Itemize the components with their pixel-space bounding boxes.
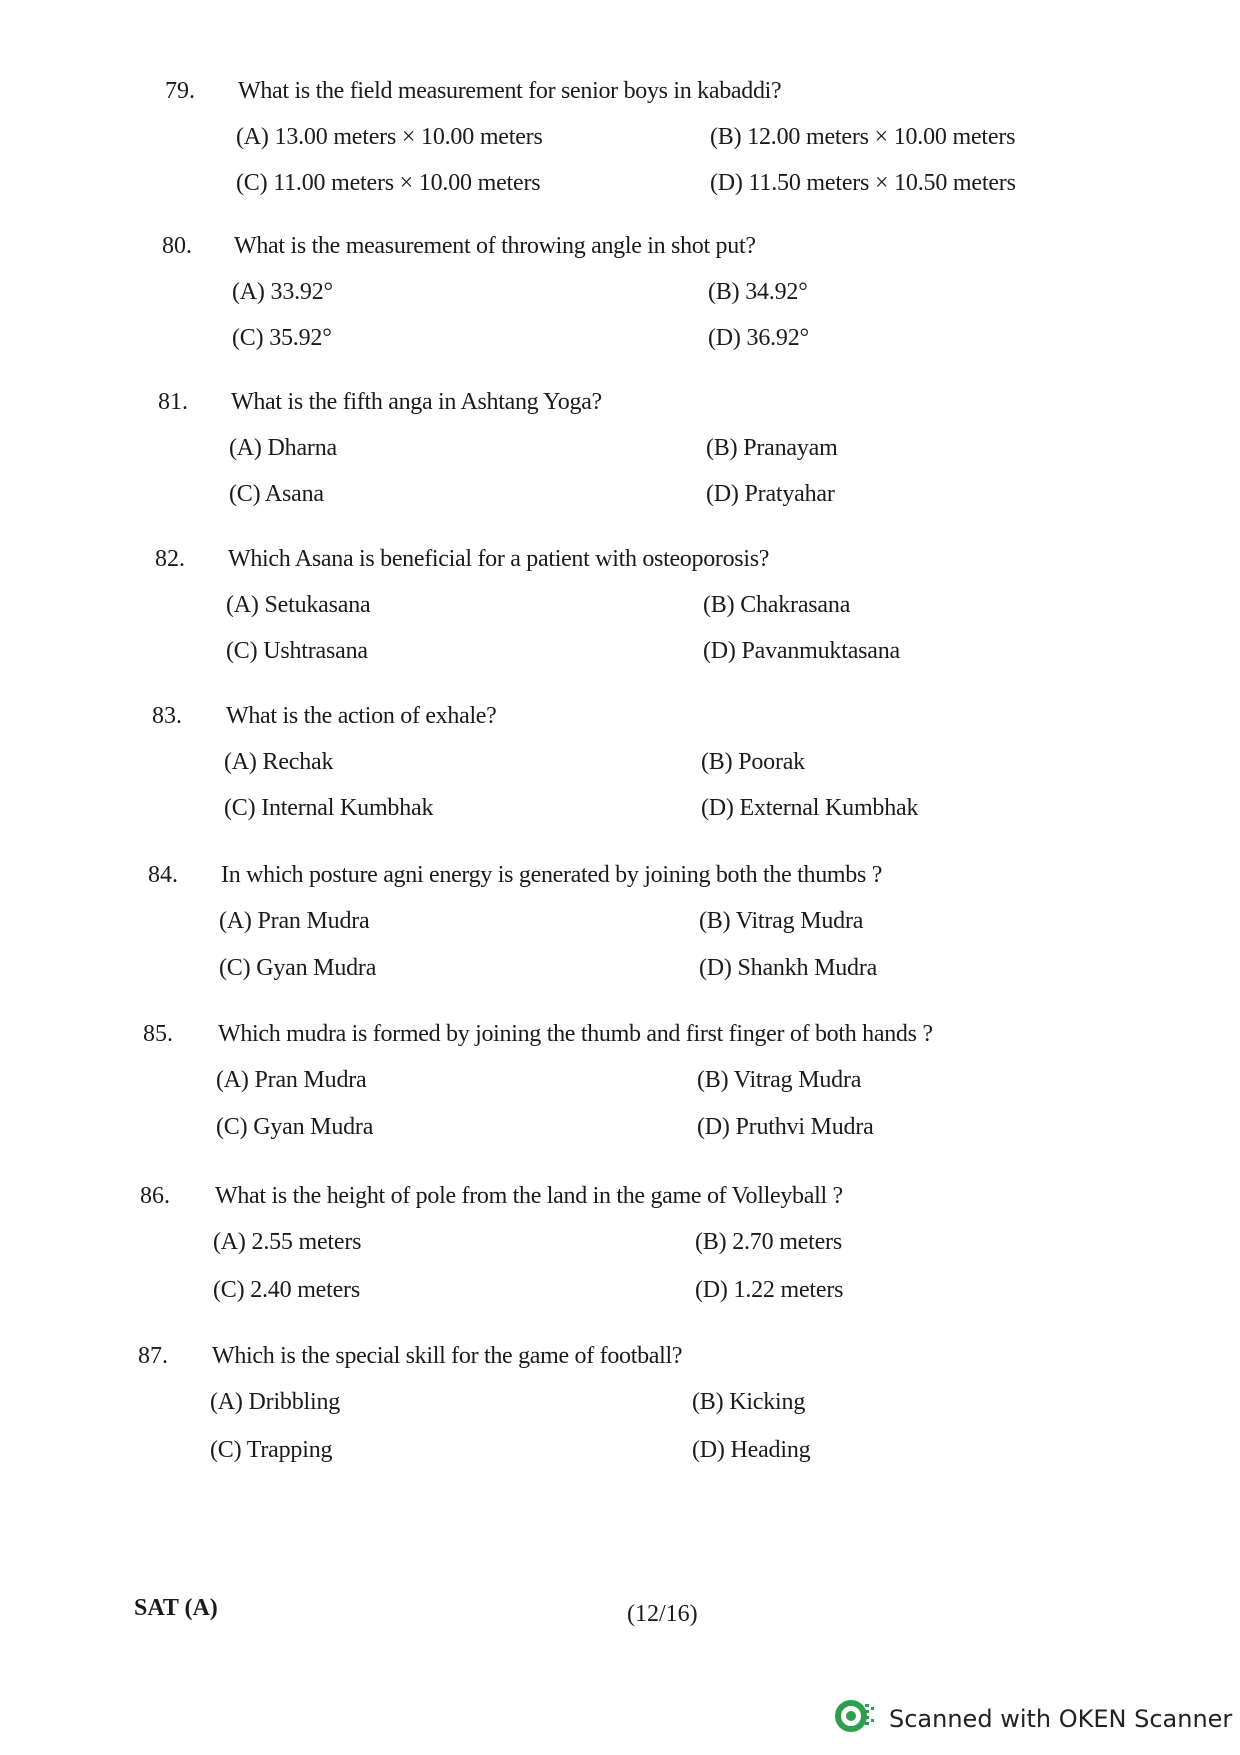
option-a: (A) Pran Mudra: [219, 908, 370, 934]
question-text: What is the field measurement for senior boys in kabaddi?: [238, 78, 782, 104]
question-text: Which is the special skill for the game of football?: [212, 1343, 683, 1369]
option-c: (C) Trapping: [210, 1437, 333, 1463]
option-b: (B) Vitrag Mudra: [699, 908, 864, 934]
question-number: 80.: [162, 233, 192, 259]
option-a: (A) 33.92°: [232, 279, 333, 305]
option-c: (C) Gyan Mudra: [216, 1114, 374, 1140]
option-a: (A) Dribbling: [210, 1389, 341, 1415]
question-number: 79.: [165, 78, 195, 104]
option-a: (A) Dharna: [229, 435, 337, 461]
option-c: (C) Gyan Mudra: [219, 955, 377, 981]
option-a: (A) Setukasana: [226, 592, 371, 618]
option-d: (D) 1.22 meters: [695, 1277, 844, 1303]
option-c: (C) Asana: [229, 481, 324, 507]
option-d: (D) Pavanmuktasana: [703, 638, 901, 664]
question-text: What is the fifth anga in Ashtang Yoga?: [231, 389, 602, 415]
option-a: (A) Rechak: [224, 749, 334, 775]
page-number: (12/16): [627, 1601, 698, 1627]
option-d: (D) Heading: [692, 1437, 811, 1463]
option-d: (D) 36.92°: [708, 325, 809, 351]
question-number: 86.: [140, 1183, 170, 1209]
option-d: (D) Shankh Mudra: [699, 955, 878, 981]
option-b: (B) Chakrasana: [703, 592, 851, 618]
question-text: What is the height of pole from the land in the game of Volleyball ?: [215, 1183, 843, 1209]
option-b: (B) Vitrag Mudra: [697, 1067, 862, 1093]
option-c: (C) 11.00 meters × 10.00 meters: [236, 170, 541, 196]
question-text: Which Asana is beneficial for a patient with osteoporosis?: [228, 546, 770, 572]
option-c: (C) 35.92°: [232, 325, 332, 351]
question-text: What is the action of exhale?: [226, 703, 497, 729]
option-b: (B) 12.00 meters × 10.00 meters: [710, 124, 1016, 150]
option-b: (B) 2.70 meters: [695, 1229, 842, 1255]
option-b: (B) Pranayam: [706, 435, 838, 461]
question-number: 81.: [158, 389, 188, 415]
option-c: (C) Internal Kumbhak: [224, 795, 434, 821]
oken-logo-icon: [835, 1698, 877, 1739]
option-b: (B) Kicking: [692, 1389, 806, 1415]
option-d: (D) External Kumbhak: [701, 795, 919, 821]
option-a: (A) 2.55 meters: [213, 1229, 362, 1255]
option-c: (C) 2.40 meters: [213, 1277, 360, 1303]
question-number: 87.: [138, 1343, 168, 1369]
question-text: In which posture agni energy is generated by joining both the thumbs ?: [221, 862, 883, 888]
scanner-watermark: [835, 1698, 1232, 1739]
question-number: 85.: [143, 1021, 173, 1047]
scanner-text: Scanned with OKEN Scanner: [889, 1704, 1233, 1733]
option-d: (D) Pratyahar: [706, 481, 835, 507]
option-c: (C) Ushtrasana: [226, 638, 368, 664]
question-text: Which mudra is formed by joining the thumb and first finger of both hands ?: [218, 1021, 933, 1047]
question-number: 83.: [152, 703, 182, 729]
option-b: (B) 34.92°: [708, 279, 808, 305]
paper-code: SAT (A): [134, 1595, 218, 1621]
option-a: (A) Pran Mudra: [216, 1067, 367, 1093]
option-d: (D) 11.50 meters × 10.50 meters: [710, 170, 1016, 196]
option-a: (A) 13.00 meters × 10.00 meters: [236, 124, 543, 150]
question-text: What is the measurement of throwing angle in shot put?: [234, 233, 756, 259]
option-d: (D) Pruthvi Mudra: [697, 1114, 874, 1140]
question-number: 84.: [148, 862, 178, 888]
question-number: 82.: [155, 546, 185, 572]
option-b: (B) Poorak: [701, 749, 805, 775]
